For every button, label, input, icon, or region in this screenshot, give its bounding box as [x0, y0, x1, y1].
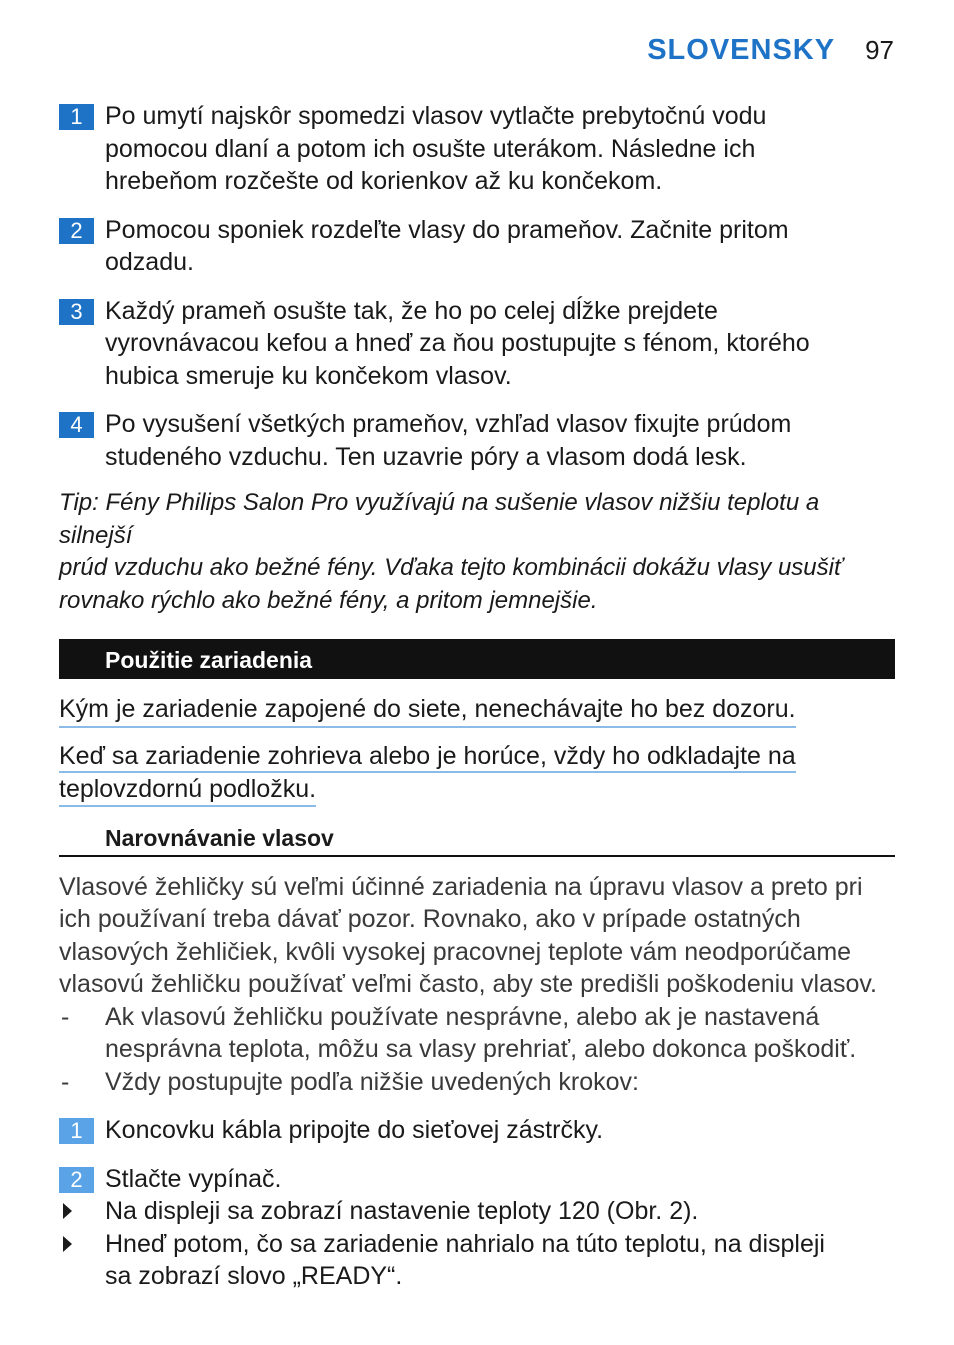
step-2: [59, 214, 895, 279]
result-line: sa zobrazí slovo „READY“.: [105, 1262, 403, 1290]
step-text-line: Koncovku kábla pripojte do sieťovej zástrčky.: [105, 1116, 604, 1144]
step-3: [59, 295, 895, 393]
step-number-badge: 1: [59, 1118, 94, 1144]
step-number-badge: 4: [59, 412, 94, 438]
result-line: Hneď potom, čo sa zariadenie nahrialo na túto teplotu, na displeji: [105, 1229, 825, 1258]
warning-line: teplovzdornú podložku.: [59, 774, 316, 807]
warning-line: Keď sa zariadenie zohrieva alebo je horúce, vždy ho odkladajte na: [59, 741, 796, 774]
step-text-line: Každý prameň osušte tak, že ho po celej dĺžke prejdete: [105, 296, 718, 325]
step-text-line: studeného vzduchu. Ten uzavrie póry a vlasom dodá lesk.: [105, 442, 747, 471]
intro-line: vlasových žehličiek, kvôli vysokej pracovnej teplote vám neodporúčame: [59, 937, 852, 966]
dash-item-line: - Vždy postupujte podľa nižšie uvedených krokov:: [105, 1067, 639, 1096]
intro-line: ich používaní treba dávať pozor. Rovnako, ako v prípade ostatných: [59, 905, 801, 933]
subheading: Narovnávanie vlasov: [59, 821, 895, 857]
page-header: [647, 34, 894, 67]
tip-paragraph: [59, 487, 895, 617]
step-b-2: [59, 1163, 895, 1196]
page-number: 97: [865, 35, 894, 65]
tip-line: rovnako rýchlo ako bežné fény, a pritom jemnejšie.: [59, 586, 598, 614]
intro-paragraph: [59, 871, 895, 1001]
step-text-line: pomocou dlaní a potom ich osušte uterákom. Následne ich: [105, 134, 756, 163]
result-2: [59, 1228, 895, 1293]
step-text-line: hubica smeruje ku končekom vlasov.: [105, 361, 512, 390]
dash-item-line: nesprávna teplota, môžu sa vlasy prehriať, alebo dokonca poškodiť.: [105, 1035, 857, 1063]
step-number-badge: 1: [59, 104, 94, 130]
result-1: [59, 1195, 895, 1228]
intro-line: vlasovú žehličku používať veľmi často, aby ste predišli poškodeniu vlasov.: [59, 970, 877, 998]
step-text-line: hrebeňom rozčešte od korienkov až ku končekom.: [105, 167, 663, 195]
dash-item-2: [59, 1066, 895, 1099]
step-text-line: vyrovnávacou kefou a hneď za ňou postupujte s fénom, ktorého: [105, 329, 810, 357]
step-text-line: Po vysušení všetkých prameňov, vzhľad vlasov fixujte prúdom: [105, 410, 792, 438]
step-text-line: Stlačte vypínač.: [105, 1164, 282, 1193]
dash-item-line: - Ak vlasovú žehličku používate nesprávne, alebo ak je nastavená: [105, 1002, 820, 1031]
tip-line: Tip: Fény Philips Salon Pro využívajú na sušenie vlasov nižšiu teplotu a silnejší: [59, 489, 820, 549]
step-number-badge: 2: [59, 1167, 94, 1193]
intro-line: Vlasové žehličky sú veľmi účinné zariadenia na úpravu vlasov a preto pri: [59, 872, 863, 901]
warning-2: [59, 740, 895, 807]
result-line: Na displeji sa zobrazí nastavenie teploty 120 (Obr. 2).: [105, 1197, 699, 1225]
warning-line: Kým je zariadenie zapojené do siete, nenechávajte ho bez dozoru.: [59, 694, 796, 728]
dash-item-1: [59, 1001, 895, 1066]
section-title-bar: Použitie zariadenia: [59, 639, 895, 679]
step-number-badge: 3: [59, 299, 94, 325]
step-1: [59, 100, 895, 198]
tip-line: prúd vzduchu ako bežné fény. Vďaka tejto kombinácii dokážu vlasy usušiť: [59, 554, 843, 581]
step-text-line: Pomocou sponiek rozdeľte vlasy do prameňov. Začnite pritom: [105, 215, 789, 244]
step-number-badge: 2: [59, 218, 94, 244]
language-label: SLOVENSKY: [647, 34, 836, 66]
step-b-1: [59, 1114, 895, 1147]
page-content: [59, 100, 895, 1293]
step-text-line: odzadu.: [105, 248, 194, 276]
step-4: [59, 408, 895, 473]
step-text-line: Po umytí najskôr spomedzi vlasov vytlačte prebytočnú vodu: [105, 102, 767, 130]
warning-1: [59, 693, 895, 728]
